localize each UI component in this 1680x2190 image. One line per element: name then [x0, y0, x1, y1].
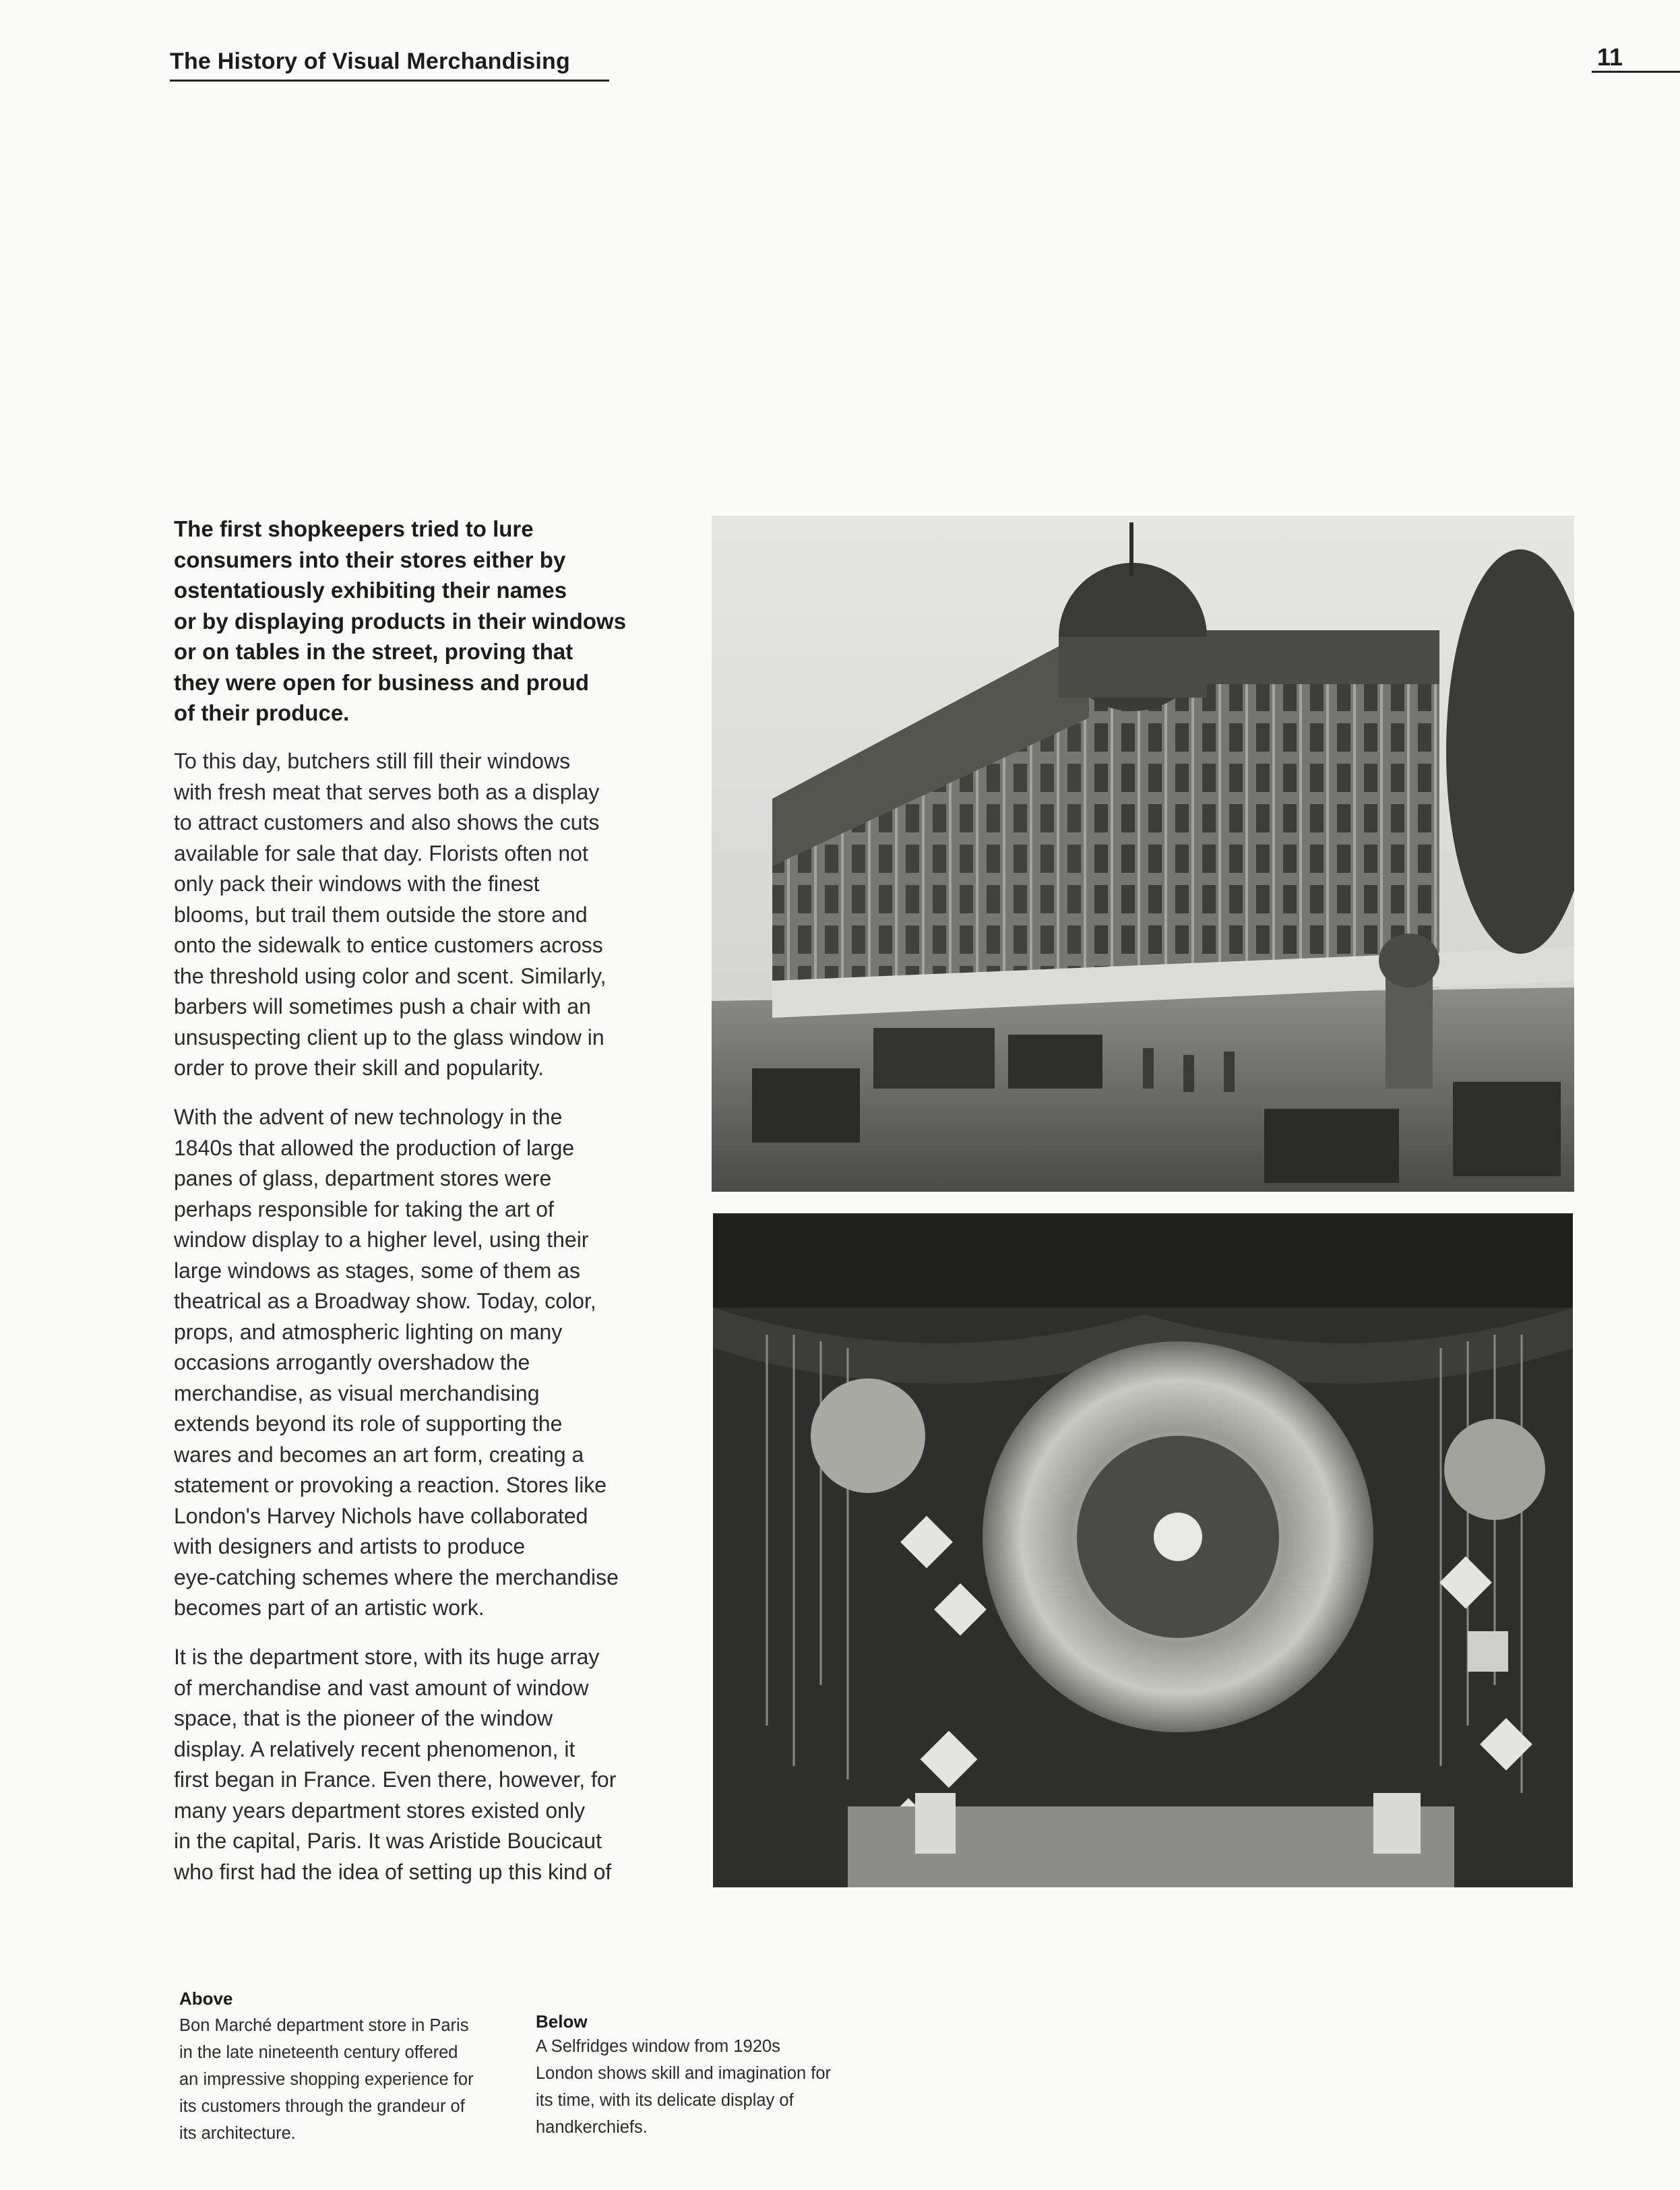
page-number: 11 — [1597, 43, 1623, 71]
body-paragraph-3: It is the department store, with its huge array of merchandise and vast amount of window space, that is the pioneer of the window display. A relatively recent phenomenon, it first began in France. Even there, however, for many years department stores existed only in the capital, Paris. It was Aristide Boucicaut who first had the idea of setting up this kind of — [174, 1645, 617, 1884]
bon-marche-photo — [712, 516, 1574, 1192]
body-paragraph-1: To this day, butchers still fill their windows with fresh meat that serves both as a display to attract customers and also shows the cuts available for sale that day. Florists often not only pack their windows with the finest blooms, but trail them outside the store and onto the sidewalk to entice customers across the threshold using color and scent. Similarly, barbers will sometimes push a chair with an unsuspecting client up to the glass window in order to prove their skill and popularity. — [174, 749, 606, 1080]
header-rule — [170, 80, 609, 82]
running-title: The History of Visual Merchandising — [170, 49, 570, 74]
caption-below-heading: Below — [536, 2011, 588, 2032]
page-number-rule — [1592, 71, 1680, 73]
caption-above-heading: Above — [179, 1988, 233, 2009]
body-paragraph-2: With the advent of new technology in the 1840s that allowed the production of large panes of glass, department stores were perhaps responsible for taking the art of window display to a higher level, using their large windows as stages, some of them as theatrical as a Broadway show. Today, color, props, and atmospheric lighting on many occasions arrogantly overshadow the merchandise, as visual merchandising extends beyond its role of supporting the wares and becomes an art form, creating a statement or provoking a reaction. Stores like London's Harvey Nichols have collaborated with designers and artists to produce eye-catching schemes where the merchandise becomes part of an artistic work. — [174, 1105, 619, 1620]
caption-above-text: Bon Marché department store in Paris in the late nineteenth century offered an impressive shopping experience for its customers through the grandeur of its architecture. — [179, 2016, 474, 2143]
caption-below-text: A Selfridges window from 1920s London shows skill and imagination for its time, with its delicate display of handkerchiefs. — [536, 2037, 832, 2137]
selfridges-window-photo — [713, 1213, 1573, 1887]
intro-paragraph: The first shopkeepers tried to lure consumers into their stores either by ostentatiously exhibiting their names or by displaying products in their windows or on tables in the street, proving that they were open for business and proud of their produce. — [174, 516, 627, 725]
